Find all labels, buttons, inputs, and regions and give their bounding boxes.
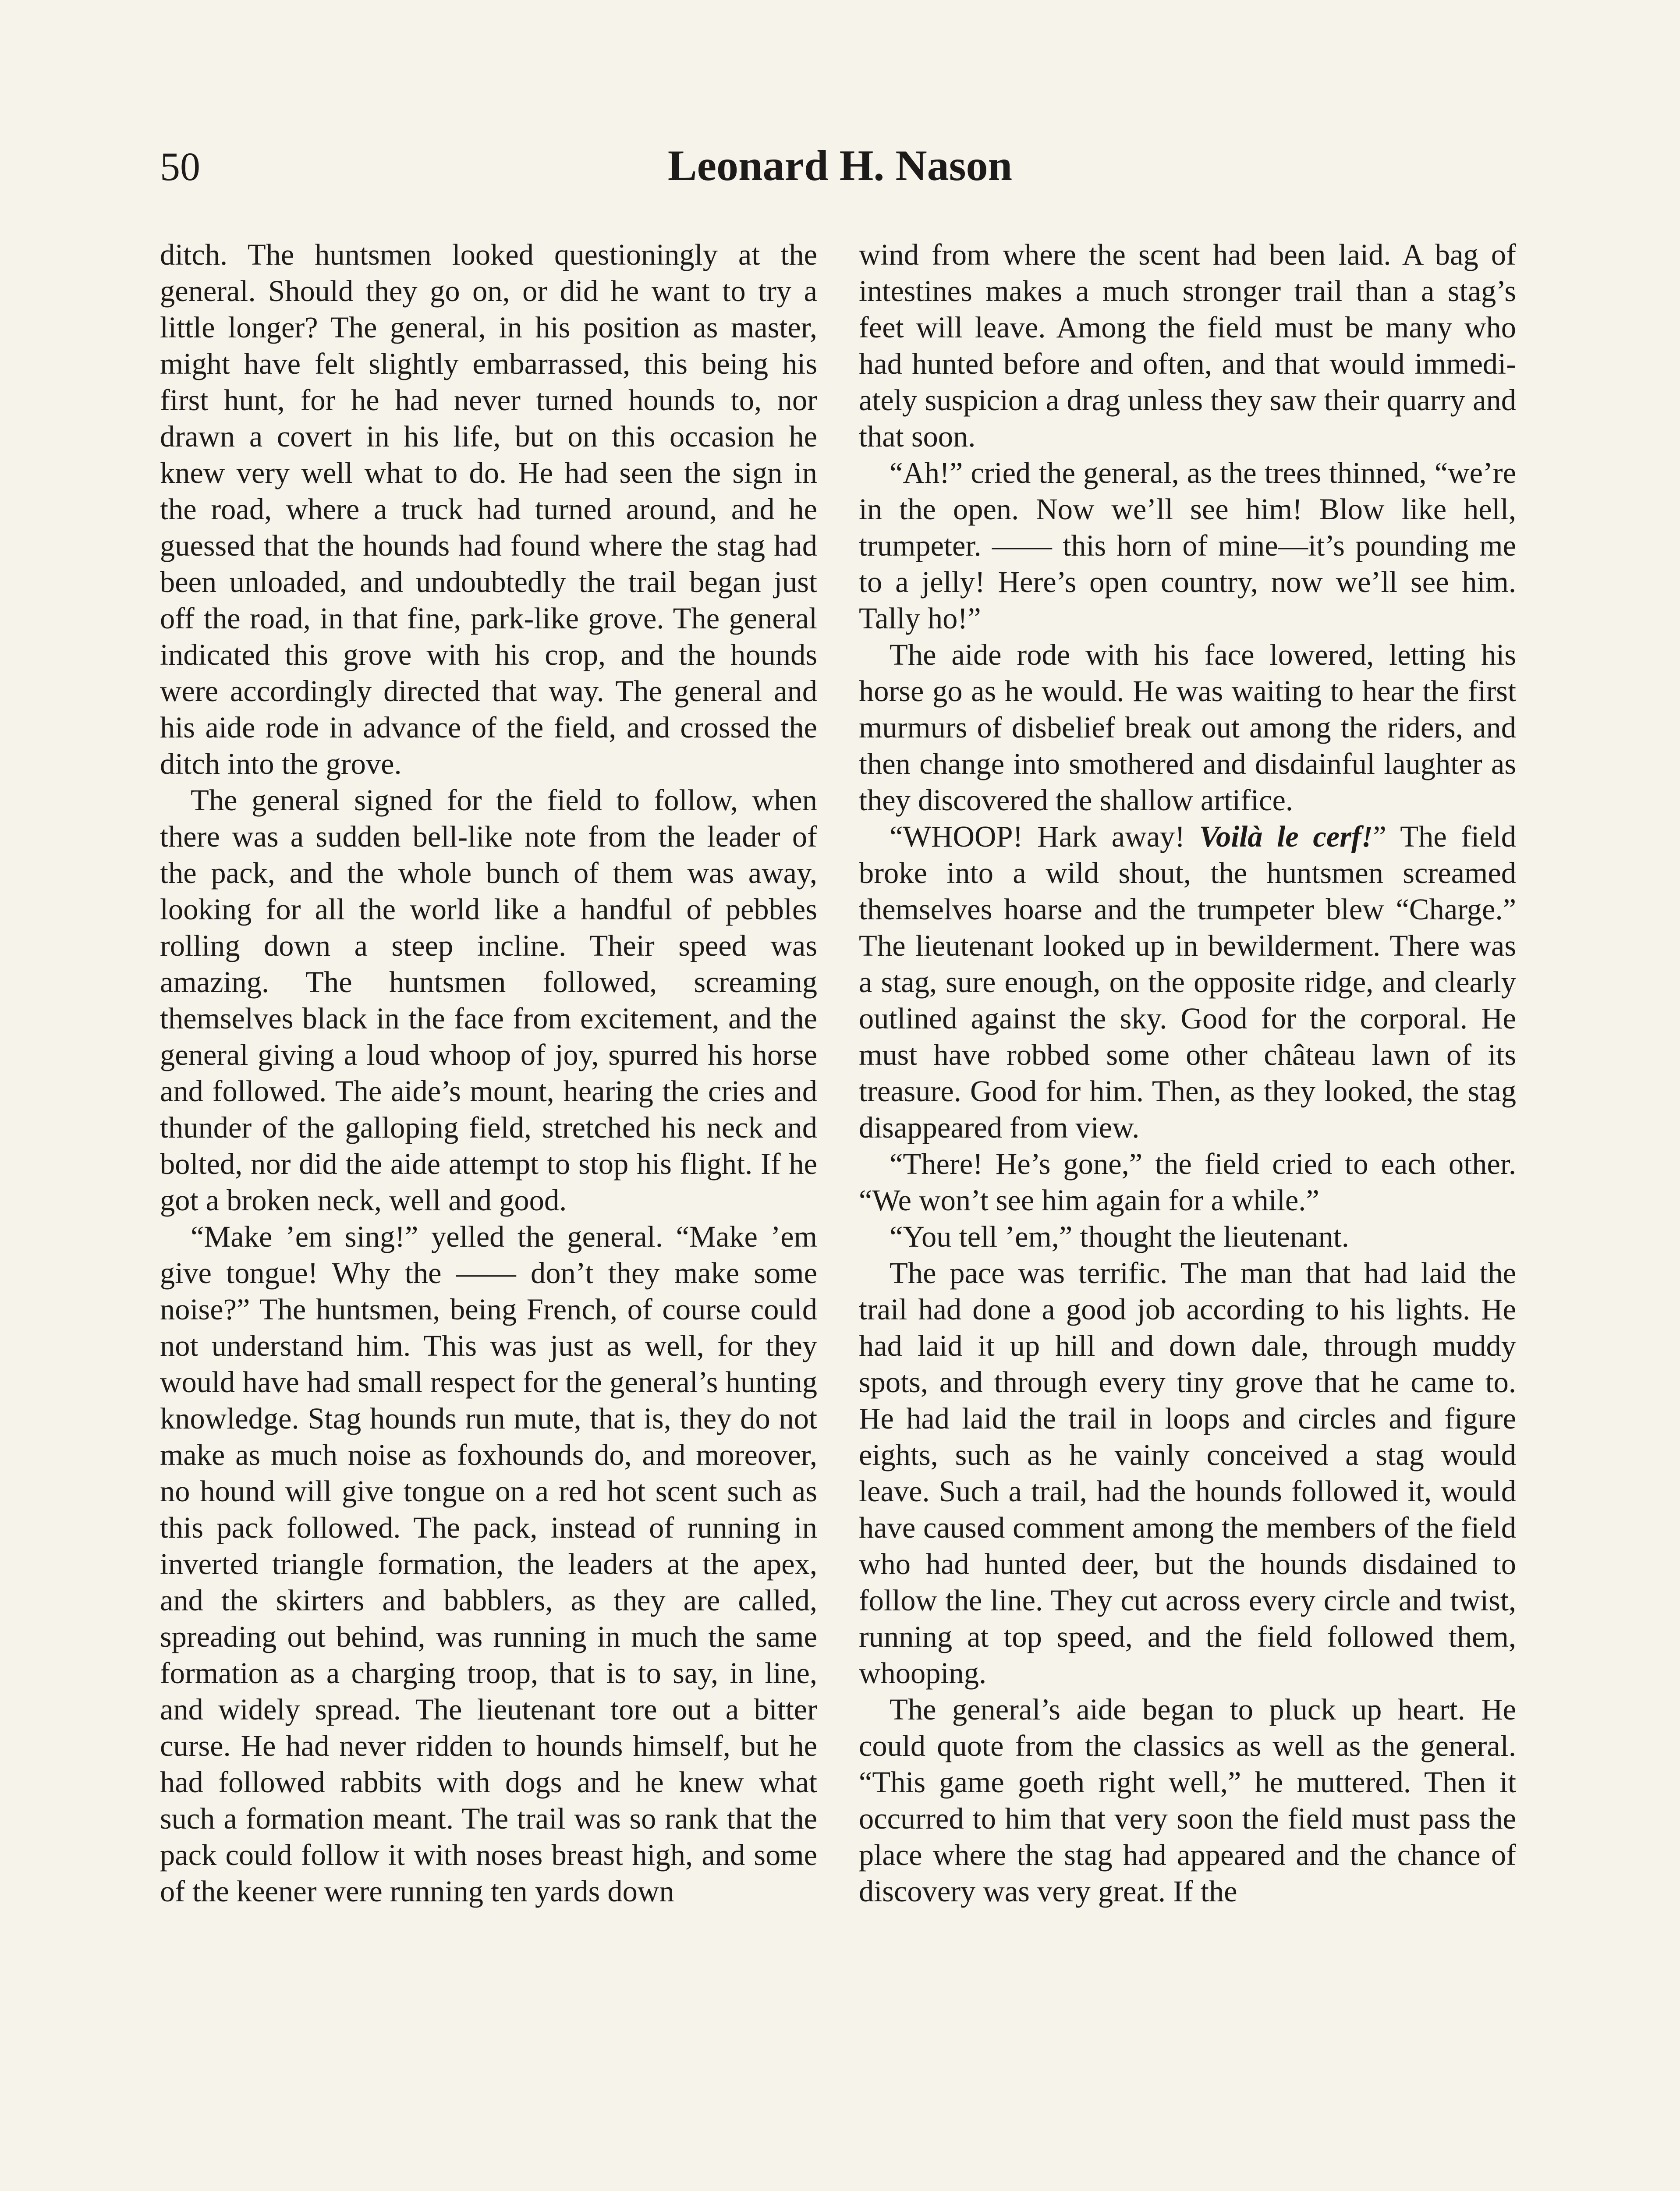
- paragraph: wind from where the scent had been laid. A bag of intestines makes a much stronger trail than a stag’s feet will leave. Among the field must be many who had hunted before and often, and that would immediately suspicion a drag unless they saw their quarry and that soon.: [859, 238, 1516, 453]
- paragraph: “You tell ’em,” thought the lieutenant.: [890, 1220, 1349, 1253]
- page-number: 50: [160, 144, 200, 189]
- paragraph: The pace was terrific. The man that had laid the trail had done a good job according to his lights. He had laid it up hill and down dale, through muddy spots, and through every tiny grove that he came to. He had laid the trail in loops and circles and figure eights, such as he vainly conceived a stag would leave. Such a trail, had the hounds followed it, would have caused comment among the members of the field who had hunted deer, but the hounds disdained to follow the line. They cut across every circle and twist, running at top speed, and the field followed them, whooping.: [859, 1256, 1516, 1690]
- paragraph: The aide rode with his face lowered, letting his horse go as he would. He was waiting to hear the first murmurs of disbelief break out among the riders, and then change into smothered and disdainful laughter as they discovered the shallow artifice.: [859, 638, 1516, 817]
- paragraph: “Make ’em sing!” yelled the general. “Make ’em give tongue! Why the —— don’t they make some noise?” The huntsmen, being French, of course could not understand him. This was just as well, for they would have had small respect for the general’s hunting knowledge. Stag hounds run mute, that is, they do not make as much noise as foxhounds do, and moreover, no hound will give tongue on a red hot scent such as this pack followed. The pack, instead of running in inverted triangle formation, the leaders at the apex, and the skirters and babblers, as they are called, spreading out behind, was running in much the same formation as a charging troop, that is to say, in line, and widely spread. The lieutenant tore out a bitter curse. He had never ridden to hounds himself, but he had followed rabbits with dogs and he knew what such a formation meant. The trail was so rank that the pack could follow it with noses breast high, and some of the keener were running ten yards down: [160, 1220, 817, 1908]
- paragraph: [859, 819, 1516, 1146]
- paragraph: The general signed for the field to follow, when there was a sudden bell-like note from the leader of the pack, and the whole bunch of them was away, looking for all the world like a handful of pebbles rolling down a steep incline. Their speed was amazing. The huntsmen followed, screaming themselves black in the face from excitement, and the general giving a loud whoop of joy, spurred his horse and followed. The aide’s mount, hearing the cries and thunder of the galloping field, stretched his neck and bolted, nor did the aide attempt to stop his flight. If he got a broken neck, well and good.: [160, 784, 817, 1217]
- italic-phrase: Voilà le cerf!: [1199, 820, 1373, 853]
- running-head: Leonard H. Nason: [667, 141, 1013, 190]
- paragraph: “Ah!” cried the general, as the trees thinned, “we’re in the open. Now we’ll see him! Blow like hell, trumpeter. —— this horn of mine—it’s pounding me to a jelly! Here’s open country, now we’ll see him. Tally ho!”: [859, 456, 1516, 635]
- paragraph-text: ” The field broke into a wild shout, the huntsmen screamed themselves hoarse and the trumpeter blew “Charge.” The lieutenant looked up in bewilderment. There was a stag, sure enough, on the opposite ridge, and clearly outlined against the sky. Good for the corporal. He must have robbed some other château lawn of its treasure. Good for him. Then, as they looked, the stag disappeared from view.: [859, 820, 1516, 1144]
- right-column: [859, 237, 1516, 2191]
- left-column: [160, 237, 817, 2191]
- paragraph: ditch. The huntsmen looked questioningly at the general. Should they go on, or did he want to try a little longer? The general, in his position as master, might have felt slightly embarrassed, this being his first hunt, for he had never turned hounds to, nor drawn a covert in his life, but on this occasion he knew very well what to do. He had seen the sign in the road, where a truck had turned around, and he guessed that the hounds had found where the stag had been unloaded, and undoubtedly the trail began just off the road, in that fine, park-like grove. The general indicated this grove with his crop, and the hounds were accordingly directed that way. The general and his aide rode in advance of the field, and crossed the ditch into the grove.: [160, 238, 817, 780]
- paragraph: The general’s aide began to pluck up heart. He could quote from the classics as well as the general. “This game goeth right well,” he muttered. Then it occurred to him that very soon the field must pass the place where the stag had appeared and the chance of discovery was very great. If the: [859, 1693, 1516, 1908]
- paragraph-text: “WHOOP! Hark away!: [890, 820, 1199, 853]
- paragraph: “There! He’s gone,” the field cried to each other. “We won’t see him again for a while.”: [859, 1147, 1516, 1217]
